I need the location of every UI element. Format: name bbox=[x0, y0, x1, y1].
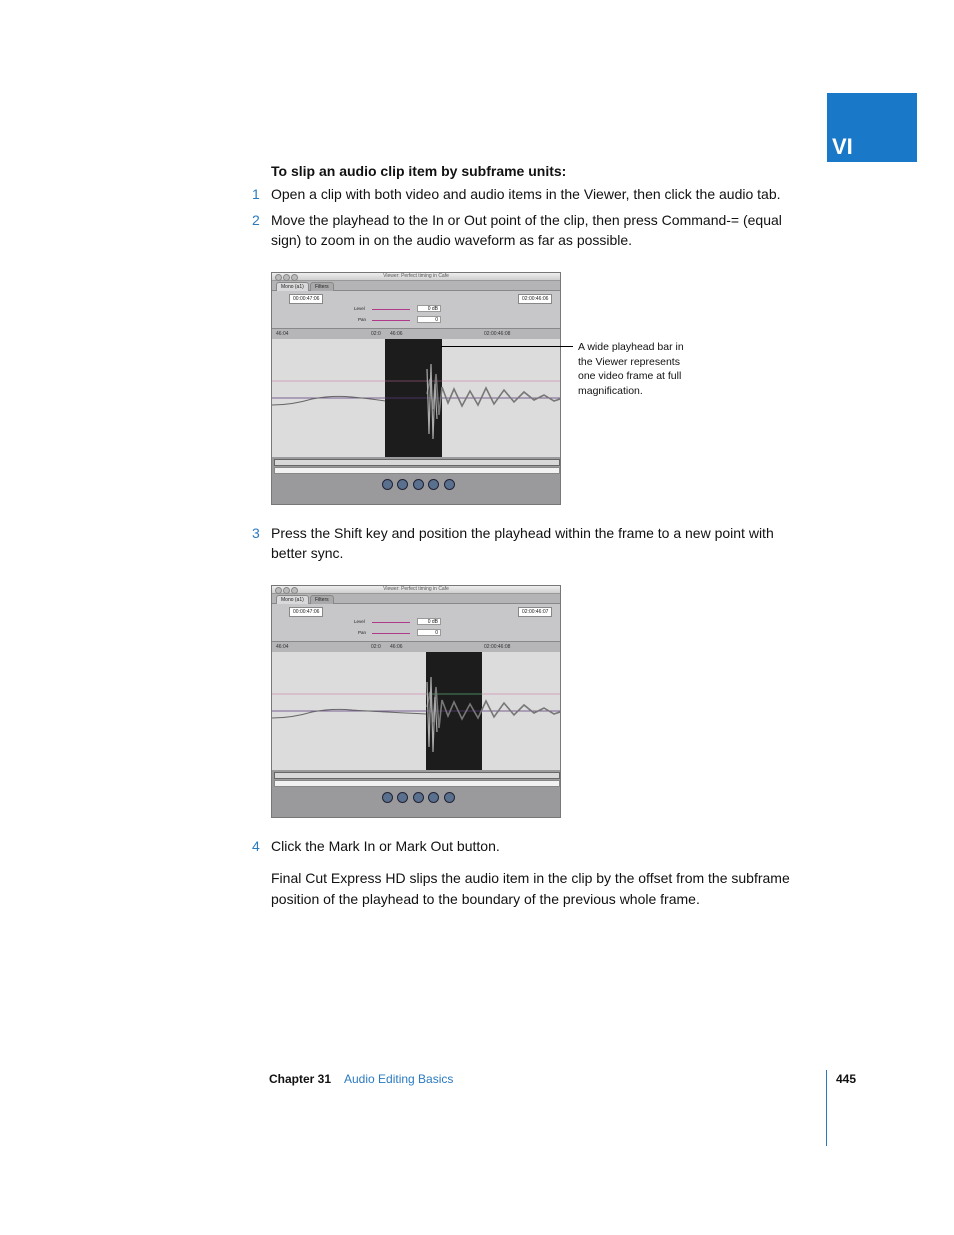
page-number: 445 bbox=[836, 1072, 857, 1086]
transport-controls bbox=[272, 770, 560, 817]
viewer-screenshot-2 bbox=[271, 585, 561, 818]
callout-line bbox=[441, 346, 573, 347]
step-4 bbox=[252, 836, 812, 856]
level-label: Level bbox=[354, 306, 365, 311]
step-number: 3 bbox=[252, 525, 260, 541]
mark-in-button[interactable] bbox=[382, 792, 393, 803]
pan-slider[interactable] bbox=[372, 320, 410, 321]
mark-in-button[interactable] bbox=[382, 479, 393, 490]
duration-timecode[interactable]: 00:00:47:06 bbox=[289, 607, 323, 617]
level-slider[interactable] bbox=[372, 622, 410, 623]
step-text: Press the Shift key and position the playhead within the frame to a new point with better sync. bbox=[271, 525, 774, 561]
scrubber-bar[interactable] bbox=[274, 780, 560, 787]
pan-label: Pan bbox=[358, 317, 367, 322]
step-forward-button[interactable] bbox=[428, 792, 439, 803]
scroll-bar[interactable] bbox=[274, 459, 560, 466]
callout-text: A wide playhead bar in the Viewer represents one video frame at full magnification. bbox=[578, 341, 684, 397]
step-back-button[interactable] bbox=[397, 479, 408, 490]
transport-controls bbox=[272, 457, 560, 504]
step-number: 4 bbox=[252, 838, 260, 854]
pan-value[interactable]: 0 bbox=[417, 629, 441, 636]
current-timecode[interactable]: 02:00:46:07 bbox=[518, 607, 552, 617]
level-label: Level bbox=[354, 619, 365, 624]
viewer-screenshot-1 bbox=[271, 272, 561, 505]
tab-filters[interactable]: Filters bbox=[310, 282, 334, 291]
play-button[interactable] bbox=[413, 792, 424, 803]
pan-slider[interactable] bbox=[372, 633, 410, 634]
part-tab bbox=[827, 93, 917, 162]
closing-paragraph: Final Cut Express HD slips the audio item in the clip by the offset from the subframe position of the playhead to the boundary of the previous whole frame. bbox=[271, 870, 790, 907]
step-text: Click the Mark In or Mark Out button. bbox=[271, 838, 500, 854]
step-1 bbox=[252, 184, 812, 204]
pan-value[interactable]: 0 bbox=[417, 316, 441, 323]
procedure-heading: To slip an audio clip item by subframe units: bbox=[271, 163, 567, 179]
tab-audio[interactable]: Mono (a1) bbox=[276, 595, 309, 604]
step-back-button[interactable] bbox=[397, 792, 408, 803]
ruler-label-mid: 02:0 bbox=[371, 331, 381, 337]
audio-waveform[interactable] bbox=[272, 339, 560, 457]
step-number: 2 bbox=[252, 212, 260, 228]
footer-rule bbox=[826, 1070, 827, 1146]
level-value[interactable]: 0 dB bbox=[417, 618, 441, 625]
ruler-label-left: 46:04 bbox=[276, 644, 289, 650]
tab-audio[interactable]: Mono (a1) bbox=[276, 282, 309, 291]
ruler-label-mid: 02:0 bbox=[371, 644, 381, 650]
level-value[interactable]: 0 dB bbox=[417, 305, 441, 312]
ruler-label-mid2: 46:06 bbox=[390, 331, 403, 337]
viewer-tabs bbox=[272, 594, 560, 604]
footer-chapter: Chapter 31 bbox=[269, 1072, 332, 1086]
current-timecode[interactable]: 02:00:46:06 bbox=[518, 294, 552, 304]
part-tab-label: VI bbox=[832, 134, 853, 159]
step-3 bbox=[252, 523, 812, 563]
audio-waveform[interactable] bbox=[272, 652, 560, 770]
footer-chapter-title[interactable]: Audio Editing Basics bbox=[344, 1072, 454, 1086]
play-button[interactable] bbox=[413, 479, 424, 490]
scroll-bar[interactable] bbox=[274, 772, 560, 779]
ruler-label-right: 02:00:46:08 bbox=[484, 644, 511, 650]
scrubber-bar[interactable] bbox=[274, 467, 560, 474]
viewer-title: Viewer: Perfect timing in Cafe bbox=[383, 273, 449, 279]
viewer-titlebar bbox=[272, 586, 560, 594]
level-slider[interactable] bbox=[372, 309, 410, 310]
mark-out-button[interactable] bbox=[444, 792, 455, 803]
duration-timecode[interactable]: 00:00:47:06 bbox=[289, 294, 323, 304]
ruler-label-left: 46:04 bbox=[276, 331, 289, 337]
step-text: Open a clip with both video and audio items in the Viewer, then click the audio tab. bbox=[271, 186, 781, 202]
tab-filters[interactable]: Filters bbox=[310, 595, 334, 604]
ruler-label-right: 02:00:46:08 bbox=[484, 331, 511, 337]
step-2 bbox=[252, 210, 812, 250]
viewer-titlebar bbox=[272, 273, 560, 281]
mark-out-button[interactable] bbox=[444, 479, 455, 490]
step-text: Move the playhead to the In or Out point of the clip, then press Command-= (equal sign) to zoom in on the audio waveform as far as possible. bbox=[271, 212, 782, 248]
pan-label: Pan bbox=[358, 630, 367, 635]
viewer-title: Viewer: Perfect timing in Cafe bbox=[383, 586, 449, 592]
step-number: 1 bbox=[252, 186, 260, 202]
step-forward-button[interactable] bbox=[428, 479, 439, 490]
viewer-tabs bbox=[272, 281, 560, 291]
ruler-label-mid2: 46:06 bbox=[390, 644, 403, 650]
